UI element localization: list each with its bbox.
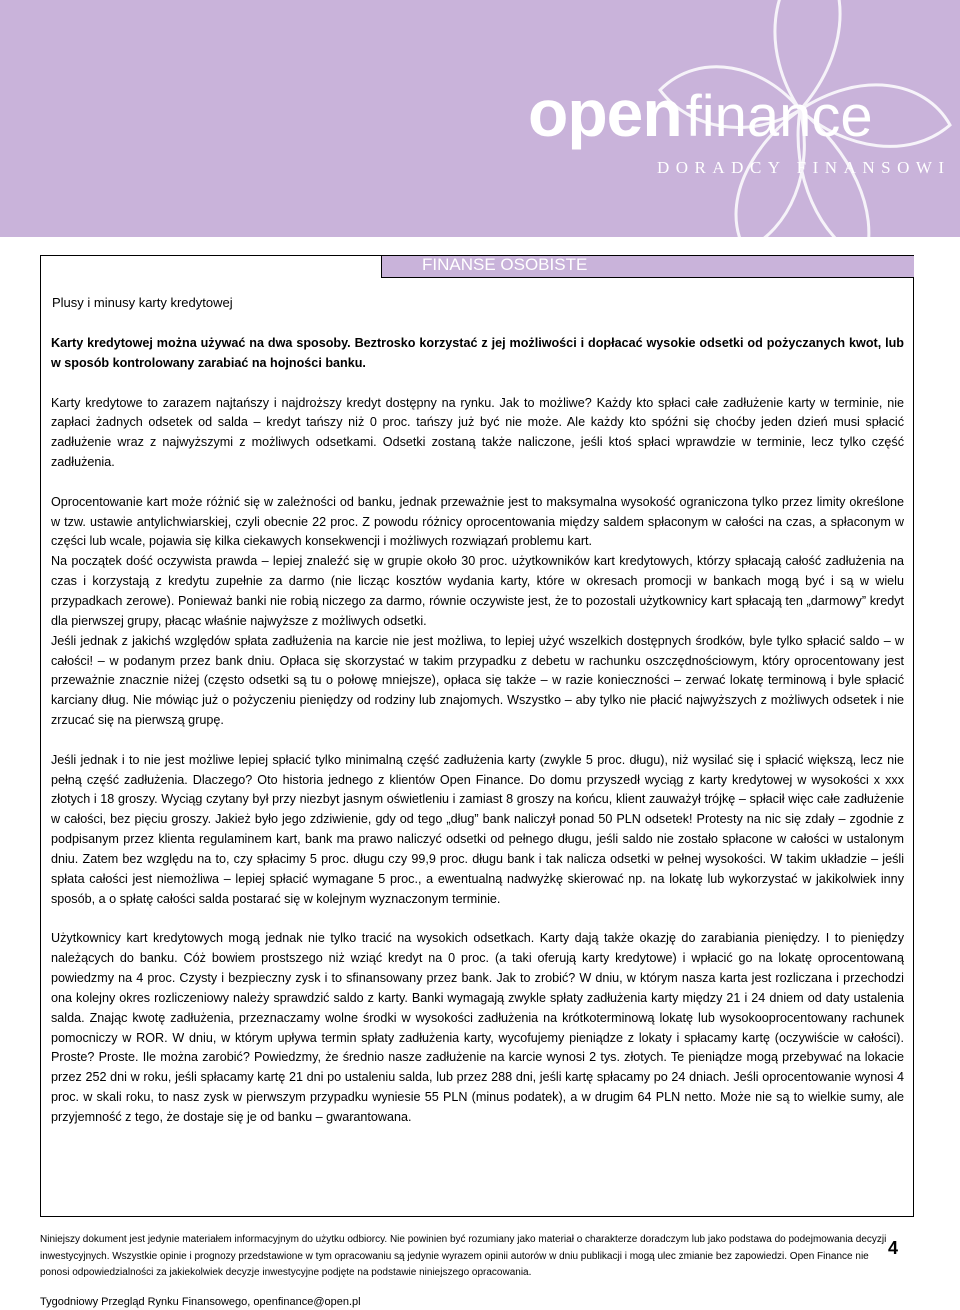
article-title: Plusy i minusy karty kredytowej xyxy=(52,295,233,310)
article-frame xyxy=(40,255,914,1217)
footer-publication: Tygodniowy Przegląd Rynku Finansowego, openfinance@open.pl xyxy=(40,1296,361,1308)
page-header xyxy=(0,0,960,237)
brand-logo xyxy=(528,76,873,150)
article-paragraph: Oprocentowanie kart może różnić się w zależności od banku, jednak przeważnie jest to maksymalna wysokość ograniczona tylko przez limity określone w tzw. ustawie antylichwiarskiej, czyli obecnie 22 proc. Z powodu różnicy oprocentowania między saldem spłaconym w całości na czas, a spłaconym w części lub wcale, pojawia się kilka ciekawych konsekwencji i możliwych rozwiązań problemu kart. xyxy=(51,494,904,549)
section-title: FINANSE OSOBISTE xyxy=(422,255,588,274)
article-paragraph: Użytkownicy kart kredytowych mogą jednak nie tylko tracić na wysokich odsetkach. Karty dają także okazję do zarabiania pieniędzy. I to pieniędzy należących do banku. Cóż bowiem prostszego niż wziąć kredyt na 0 proc. (a taki oferują karty kredytowe) i wpłacić go na lokatę oprocentowaną powiedzmy na 4 proc. Czysty i bezpieczny zysk i to sfinansowany przez bank. Jak to zrobić? W dniu, w którym nasza karta jest rozliczana i przechodzi ona kolejny okres rozliczeniowy należy sprawdzić saldo z karty. Banki wymagają zwykle spłaty zadłużenia karty między 21 i 24 dniem od daty ustalenia salda. Znając kwotę zadłużenia, przeznaczamy wolne środki w wysokości zadłużenia na krótkoterminową lokatę lub wysokooprocentowany rachunek pomocniczy w ROR. W dniu, w którym upływa termin spłaty zadłużenia karty, wycofujemy pieniądze z lokaty i spłacamy kartę (oczywiście w całości). Proste? Proste. Ile można zarobić? Powiedzmy, że średnio nasze zadłużenie na karcie wynosi 2 tys. złotych. Te pieniądze mogą przebywać na lokacie przez 252 dni w roku, jeśli spłacamy kartę 21 dni po ustaleniu salda, lub przez 288 dni, jeśli kartę spłacamy po 24 dniach. Jeśli oprocentowanie wynosi 4 proc. w skali roku, to nasz zysk w pierwszym przypadku wyniesie 55 PLN (minus podatek), a w drugim 64 PLN netto. Może nie są to wielkie sumy, ale przyjemność z tego, że dostaje się je od banku – gwarantowana. xyxy=(51,931,904,1124)
article-lead: Karty kredytowej można używać na dwa sposoby. Beztrosko korzystać z jej możliwości i dopłacać wysokie odsetki od pożyczanych kwot, lub w sposób kontrolowany zarabiać na hojności banku. xyxy=(51,336,904,370)
page-number: 4 xyxy=(888,1238,899,1258)
logo-subtitle: DORADCY FINANSOWI xyxy=(657,158,951,177)
footer-disclaimer: Niniejszy dokument jest jedynie materiałem informacyjnym do użytku odbiorcy. Nie powinien być rozumiany jako materiał o charakterze doradczym lub jako podstawa do podejmowania decyzji inwestycyjnych. Wszystkie opinie i prognozy przedstawione w tym opracowaniu są jedynie wyrazem opinii autorów w dniu publikacji i mogą ulec zmianie bez zapowiedzi. Open Finance nie ponosi odpowiedzialności za jakiekolwiek decyzje inwestycyjne podjęte na podstawie niniejszego opracowania. xyxy=(40,1234,887,1278)
article-body xyxy=(51,334,904,1128)
article-paragraph: Jeśli jednak i to nie jest możliwe lepiej spłacić tylko minimalną część zadłużenia karty (zwykle 5 proc. długu), niż wysilać się i spłacić większą, lecz nie pełną część zadłużenia. Dlaczego? Oto historia jednego z klientów Open Finance. Do domu przyszedł wyciąg z karty kredytowej w wysokości x xxx złotych i 18 groszy. Wyciąg czytany był przy niezbyt jasnym oświetleniu i zamiast 8 groszy na końcu, klient zauważył trójkę – spłacił więc całe zadłużenie w całości, bez pięciu groszy. Jakież było jego zdziwienie, gdy od tego „dług” bank naliczył ponad 50 PLN odsetek! Protesty na nic się zdały – zgodnie z podpisanym przez klienta regulaminem kart, bank ma prawo naliczyć odsetki od pełnego długu, jeśli saldo nie zostało spłacone w całości w ustalonym dniu. Zatem bez względu na to, czy spłacimy 5 proc. długu czy 99,9 proc. długu bank i tak nalicza odsetki w pełnej wysokości. W takim układzie – jeśli spłata całości jest niemożliwa – lepiej spłacić wymagane 5 proc., a ewentualną nadwyżkę skierować np. na lokatę lub wykorzystać w jakikolwiek inny sposób, a o spłatę całości salda postarać się w kolejnym wyznaczonym terminie. xyxy=(51,752,904,906)
article-paragraph: Jeśli jednak z jakichś względów spłata zadłużenia na karcie nie jest możliwa, to lepiej użyć wszelkich dostępnych środków, byle tylko spłacić saldo – w całości! – w podanym przez bank dniu. Opłaca się skorzystać w takim przypadku z debetu w rachunku oszczędnościowym, który oprocentowany jest przeważnie znacznie niżej (często odsetki są tu o połowę mniejsze), opłaca się także – w razie konieczności – zerwać lokatę terminową i byle spłacić karciany dług. Nie mówiąc już o pożyczeniu pieniędzy od rodziny lub znajomych. Wszystko – aby tylko nie płacić najwyższych z możliwych odsetek i nie zrzucać się na pierwszą grupę. xyxy=(51,633,904,728)
logo-finance-text: finance xyxy=(685,84,873,149)
logo-open-text: open xyxy=(528,76,682,150)
section-bar xyxy=(381,256,914,278)
article-paragraph: Karty kredytowe to zarazem najtańszy i najdroższy kredyt dostępny na rynku. Jak to możliwe? Każdy kto spłaci całe zadłużenie karty w terminie, nie zapłaci żadnych odsetek od salda – kredyt tańszy niż 0 proc. tańszy już być nie może. Ale każdy kto spóźni się choćby jeden dzień musi spłacić zadłużenie wraz z najwyższymi z możliwych odsetkami. Odsetki zostaną także naliczone, jeśli ktoś spłaci wprawdzie w terminie, lecz tylko część zadłużenia. xyxy=(51,395,904,470)
article-paragraph: Na początek dość oczywista prawda – lepiej znaleźć się w grupie około 30 proc. użytkowników kart kredytowych, którzy spłacają całość zadłużenia na czas i korzystają z kredytu zupełnie za darmo (nie licząc kosztów wydania karty, które w okresach promocji w bankach mogą być i są w wielu przypadkach zerowe). Ponieważ banki nie robią niczego za darmo, równie oczywiste jest, że to pozostali użytkownicy kart spłacają ten „darmowy” kredyt dla pierwszej grupy, płacąc właśnie najwyższe z możliwych odsetki. xyxy=(51,554,904,628)
